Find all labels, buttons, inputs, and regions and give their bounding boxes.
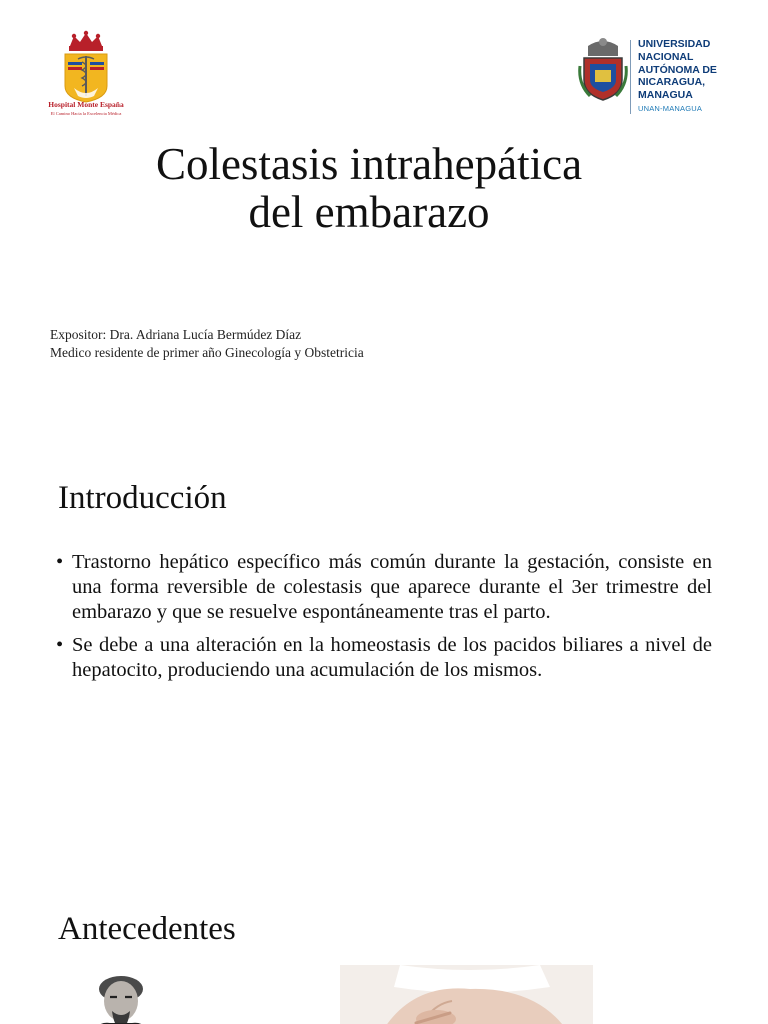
bullet-icon: •: [56, 634, 64, 656]
bullet-icon: •: [56, 551, 64, 573]
university-seal: [578, 36, 628, 102]
title-slide: [0, 0, 768, 452]
university-name-line: MANAGUA: [638, 89, 693, 102]
crown-shield-icon: [38, 28, 134, 124]
pregnant-belly-photo: [340, 965, 593, 1024]
bullet-text: Trastorno hepático específico más común durante la gestación, consiste en una forma reversible de colestasis que aparece durante el 3er trimestre del embarazo y que se resuelve espontáneamente tras el parto.: [72, 551, 712, 623]
presenter-info: [50, 326, 364, 362]
university-acronym: UNAN-MANAGUA: [638, 104, 703, 113]
presenter-role: Medico residente de primer año Ginecología y Obstetricia: [50, 345, 364, 360]
portrait-icon: [80, 967, 162, 1024]
slide-title: [84, 140, 654, 236]
hospital-logo: [38, 28, 134, 124]
hospital-name: Hospital Monte España: [48, 100, 124, 109]
bullet-item: [56, 550, 712, 625]
introduction-slide: [0, 452, 768, 892]
logo-divider: [630, 40, 631, 114]
section-heading: Introducción: [58, 480, 227, 516]
background-slide: [0, 892, 768, 1024]
presenter-name: Expositor: Dra. Adriana Lucía Bermúdez Díaz: [50, 327, 302, 342]
slide-title-line: Colestasis intrahepática: [155, 139, 583, 189]
hospital-tagline: El Camino Hacia la Excelencia Médica: [50, 111, 122, 116]
bullet-text: Se debe a una alteración en la homeostasis de los pacidos biliares a nivel de hepatocito, produciendo una acumulación de los mismos.: [72, 634, 712, 681]
university-name-line: NICARAGUA,: [638, 76, 706, 89]
bullet-item: [56, 633, 712, 683]
university-name-line: NACIONAL: [638, 50, 694, 63]
university-name-line: AUTÓNOMA DE: [638, 63, 717, 76]
university-name-line: UNIVERSIDAD: [638, 38, 711, 50]
portrait-photo: [80, 967, 162, 1024]
bullet-list: [56, 550, 712, 691]
slide-title-line: del embarazo: [248, 187, 490, 237]
university-seal-icon: [578, 36, 628, 102]
section-heading: Antecedentes: [58, 911, 236, 947]
belly-photo-icon: [340, 965, 593, 1024]
university-name: [638, 38, 748, 102]
